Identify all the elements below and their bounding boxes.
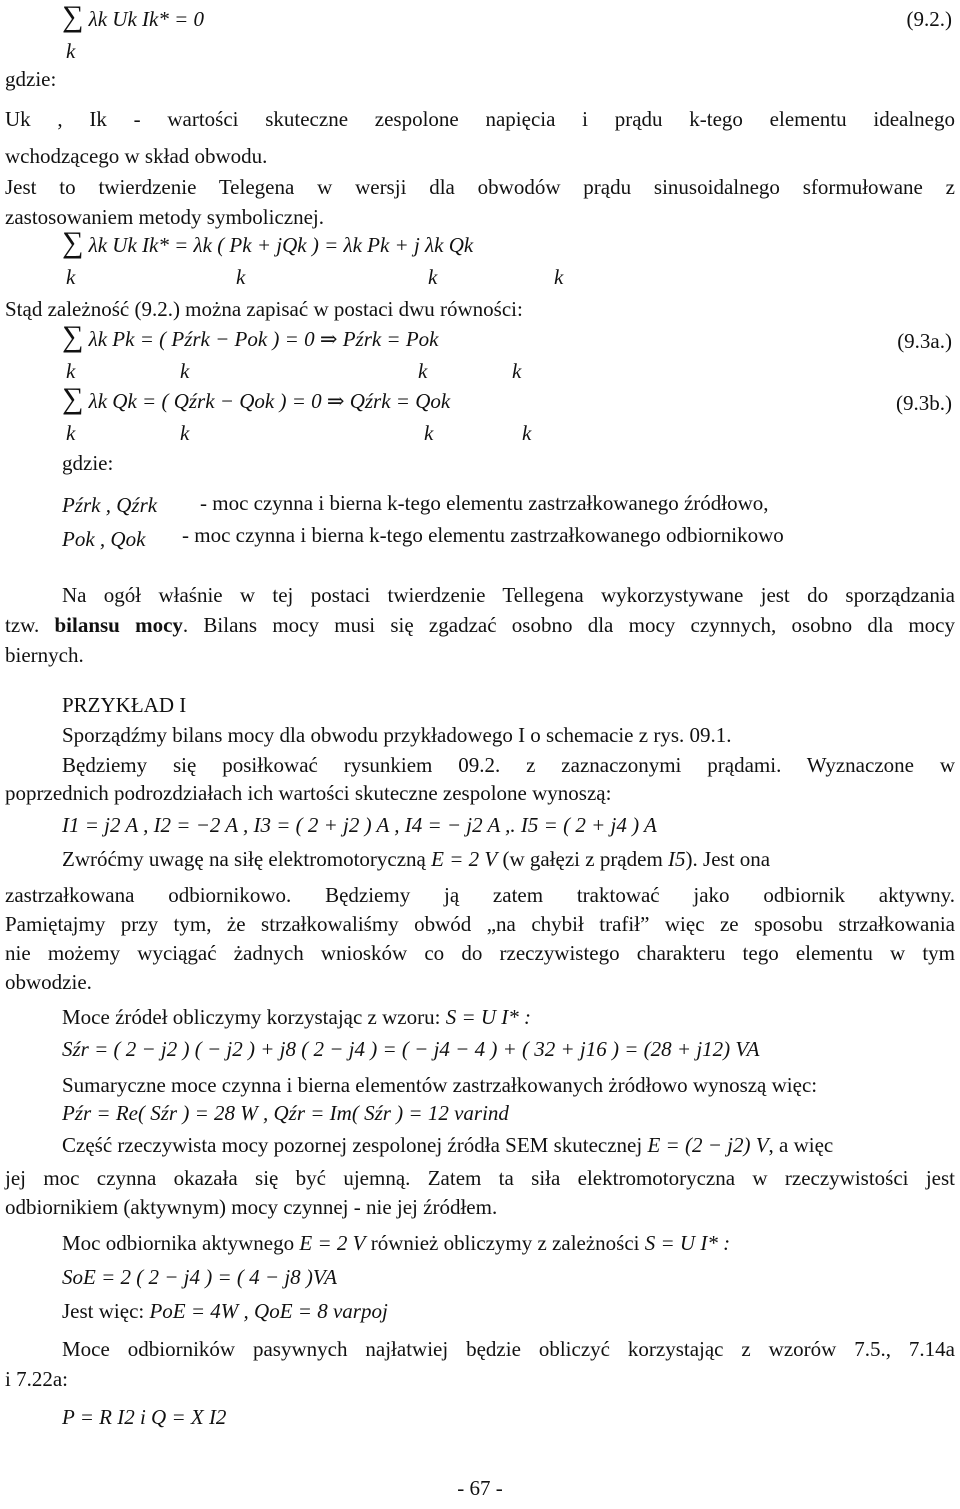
- equation-expression: λk Qk = ( Qźrk − Qok ) = 0 ⇒ Qźrk = Qok: [88, 389, 451, 413]
- label-gdzie: gdzie:: [5, 67, 57, 91]
- sem-line: Pamiętajmy przy tym, że strzałkowaliśmy obwód „na chybił trafił” więc ze sposobu strzałkowania: [5, 912, 955, 936]
- moce-zrodel-line: [62, 1004, 955, 1030]
- sum-index: k: [66, 39, 76, 63]
- sum-index: k: [424, 421, 434, 445]
- definition-load-power: - moc czynna i bierna k-tego elementu zastrzałkowanego odbiornikowo: [182, 523, 784, 547]
- math-span: I5: [668, 847, 686, 871]
- math-span: E = 2 V: [431, 847, 498, 871]
- paragraph-pasywne-cont: i 7.22a:: [5, 1367, 68, 1391]
- example-line: Będziemy się posiłkować rysunkiem 09.2. z zaznaczonymi prądami. Wyznaczone w: [62, 753, 955, 777]
- sum-index: k: [554, 265, 564, 289]
- paragraph-pasywne: Moce odbiorników pasywnych najłatwiej będzie obliczyć korzystając z wzorów 7.5., 7.14a: [62, 1337, 955, 1361]
- symbols-load-power: Pok , Qok: [62, 527, 146, 551]
- equation-number: (9.3a.): [897, 329, 952, 353]
- text-span: (w gałęzi z prądem: [497, 847, 669, 871]
- example-line: poprzednich podrozdziałach ich wartości skuteczne zespolone wynoszą:: [5, 781, 612, 805]
- sum-index: k: [418, 359, 428, 383]
- equation-number: (9.3b.): [896, 391, 952, 415]
- sum-index: k: [236, 265, 246, 289]
- paragraph-moc-odbiornika: [62, 1230, 955, 1256]
- equation-expression: λk Uk Ik* = 0: [88, 7, 205, 31]
- text-span: , a więc: [768, 1133, 834, 1157]
- text-span: Jest więc:: [62, 1299, 150, 1323]
- text-span: . Bilans mocy musi się zgadzać osobno dla mocy czynnych, osobno dla mocy: [182, 613, 955, 637]
- sum-sign: ∑: [62, 382, 84, 415]
- page-number: - 67 -: [457, 1476, 503, 1500]
- sum-sign: ∑: [62, 0, 84, 33]
- paragraph-czesc: odbiornikiem (aktywnym) mocy czynnej - nie jej źródłem.: [5, 1195, 498, 1219]
- sum-sign: ∑: [62, 320, 84, 353]
- paragraph-czesc: jej moc czynna okazała się być ujemną. Zatem ta siła elektromotoryczna w rzeczywistości jest: [5, 1166, 955, 1190]
- label-gdzie: gdzie:: [62, 451, 114, 475]
- source-power-equation: Sźr = ( 2 − j2 ) ( − j2 ) + j8 ( 2 − j4 ) = ( − j4 − 4 ) + ( 32 + j16 ) = (28 + j12) VA: [62, 1037, 760, 1061]
- equation-9-2: [62, 0, 205, 33]
- math-span: E = 2 V: [299, 1231, 366, 1255]
- bold-term: bilansu mocy: [54, 613, 183, 637]
- example-title: PRZYKŁAD I: [62, 693, 187, 717]
- equation-9-3a: [62, 320, 439, 353]
- paragraph-czesc: [62, 1132, 955, 1158]
- paragraph-bilans-cont: [5, 612, 955, 638]
- equation-number: (9.2.): [906, 7, 952, 31]
- sum-index: k: [512, 359, 522, 383]
- math-span: S = U I* :: [445, 1005, 532, 1029]
- sem-line: nie możemy wyciągać żadnych wniosków co do rzeczywistego charakteru tego elementu w tym: [5, 941, 955, 965]
- paragraph-telegen-cont: zastosowaniem metody symbolicznej.: [5, 205, 325, 229]
- math-span: E = (2 − j2) V: [647, 1133, 769, 1157]
- paragraph-bilans-end: biernych.: [5, 643, 84, 667]
- text-span: Moce źródeł obliczymy korzystając z wzoru:: [62, 1005, 446, 1029]
- text-span: Część rzeczywista mocy pozornej zespolonej źródła SEM skutecznej: [62, 1133, 648, 1157]
- paragraph-telegen: Jest to twierdzenie Telegena w wersji dla obwodów prądu sinusoidalnego sformułowane z: [5, 175, 955, 199]
- currents-equation: I1 = j2 A , I2 = −2 A , I3 = ( 2 + j2 ) A , I4 = − j2 A ,. I5 = ( 2 + j4 ) A: [62, 813, 657, 837]
- text-span: ). Jest ona: [685, 847, 771, 871]
- paragraph-jest-wiec: [62, 1298, 955, 1324]
- symbols-source-power: Pźrk , Qźrk: [62, 493, 158, 517]
- equation-expanded: [62, 226, 474, 259]
- final-equation: P = R I2 i Q = X I2: [62, 1405, 227, 1429]
- sum-index: k: [428, 265, 438, 289]
- definition-source-power: - moc czynna i bierna k-tego elementu zastrzałkowanego źródłowo,: [200, 491, 769, 515]
- equation-expression: λk Uk Ik* = λk ( Pk + jQk ) = λk Pk + j λk Qk: [88, 233, 474, 257]
- definition-continuation: wchodzącego w skład obwodu.: [5, 144, 268, 168]
- paragraph-bilans: Na ogół właśnie w tej postaci twierdzenie Tellegena wykorzystywane jest do sporządzania: [62, 583, 955, 607]
- paragraph-stad: Stąd zależność (9.2.) można zapisać w postaci dwu równości:: [5, 297, 523, 321]
- sum-index: k: [66, 421, 76, 445]
- sum-index: k: [522, 421, 532, 445]
- load-power-equation: SoE = 2 ( 2 − j4 ) = ( 4 − j8 )VA: [62, 1265, 337, 1289]
- text-span: Zwróćmy uwagę na siłę elektromotoryczną: [62, 847, 432, 871]
- text-span: Moc odbiornika aktywnego: [62, 1231, 300, 1255]
- equation-expression: λk Pk = ( Pźrk − Pok ) = 0 ⇒ Pźrk = Pok: [88, 327, 439, 351]
- sum-index: k: [180, 421, 190, 445]
- definition-voltage-current: Uk , Ik - wartości skuteczne zespolone napięcia i prądu k-tego elementu idealnego: [5, 107, 955, 131]
- sem-line: zastrzałkowana odbiornikowo. Będziemy ją zatem traktować jako odbiornik aktywny.: [5, 883, 955, 907]
- sem-line: [62, 846, 955, 872]
- text-span: również obliczymy z zależności: [365, 1231, 645, 1255]
- sem-line: obwodzie.: [5, 970, 92, 994]
- source-pq-equation: Pźr = Re( Sźr ) = 28 W , Qźr = Im( Sźr ) = 12 varind: [62, 1101, 509, 1125]
- sum-index: k: [66, 359, 76, 383]
- sum-index: k: [66, 265, 76, 289]
- math-span: PoE = 4W , QoE = 8 varpoj: [149, 1299, 388, 1323]
- paragraph-sumaryczne: Sumaryczne moce czynna i bierna elementów zastrzałkowanych żródłowo wynoszą więc:: [62, 1073, 818, 1097]
- sum-index: k: [180, 359, 190, 383]
- equation-9-3b: [62, 382, 451, 415]
- math-span: S = U I* :: [644, 1231, 731, 1255]
- example-line: Sporządźmy bilans mocy dla obwodu przykładowego I o schemacie z rys. 09.1.: [62, 723, 732, 747]
- sum-sign: ∑: [62, 226, 84, 259]
- text-span: tzw.: [5, 613, 55, 637]
